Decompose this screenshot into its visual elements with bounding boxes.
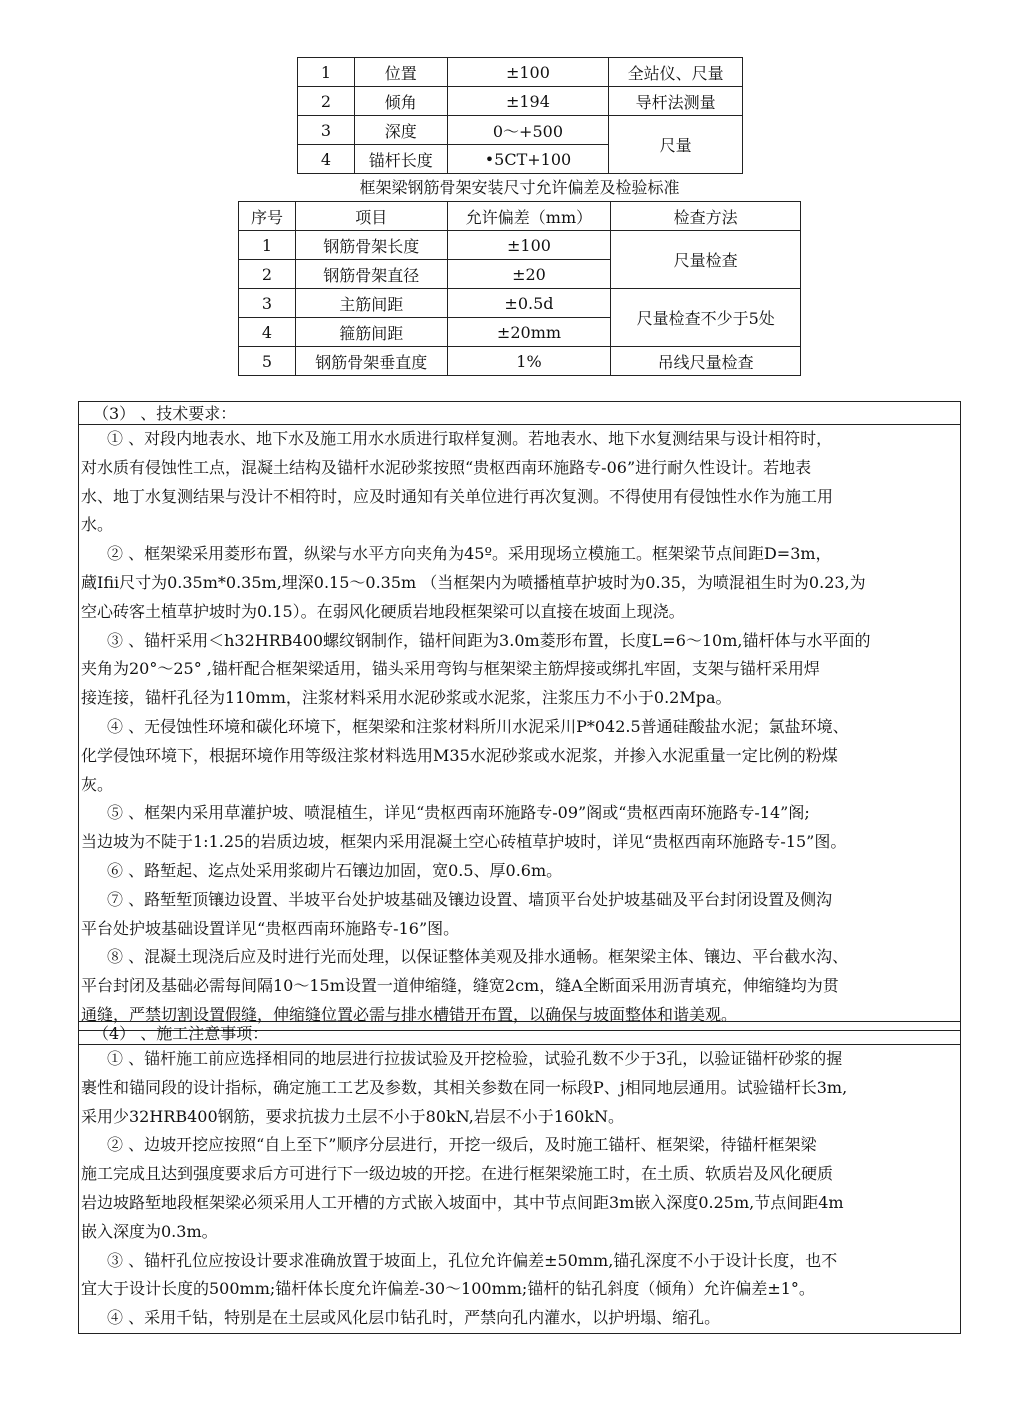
text-line: ③ 、锚杆孔位应按设计要求准确放置于坡面上，孔位允许偏差±50mm,锚孔深度不小于设计长度，也不 (107, 1250, 838, 1270)
cell: 5 (239, 347, 296, 376)
tolerance-table-anchor (297, 57, 743, 174)
cell: 3 (239, 289, 296, 318)
text-line: ⑧ 、混凝土现浇后应及时进行光而处理，以保证整体美观及排水通畅。框架梁主体、镶边、平台截水沟、 (107, 947, 849, 967)
text-line: 嵌入深度为0.3m。 (81, 1221, 218, 1241)
text-line: ⑤ 、框架内采用草灌护坡、喷混植生，详见“贵枢西南环施路专-09”阁或“贵枢西南环施路专-14”阁; (107, 803, 810, 823)
text-line: 通缝，严禁切割设置假缝，伸缩缝位置必需与排水槽错开布置，以确保与坡面整体和谐美观。 (81, 1004, 738, 1024)
cell: ±100 (447, 231, 611, 260)
text-line: 裹性和锚同段的设计指标，确定施工工艺及参数，其相关参数在同一标段P、j相同地层通用。试验锚杆长3m, (81, 1077, 848, 1097)
cell: ±20mm (447, 318, 611, 347)
cell: 箍筋间距 (295, 318, 447, 347)
text-line: 水、地丁水复测结果与没计不相符时，应及时通知有关单位进行再次复测。不得使用有侵蚀性水作为施工用 (81, 486, 834, 506)
column-header: 允许偏差（mm） (447, 202, 611, 231)
text-line: 灰。 (81, 774, 114, 794)
table-row (239, 347, 801, 376)
text-line: ④ 、采用千钻，特别是在土层或风化层巾钻孔时，严禁向孔内灌水，以护坍塌、缩孔。 (107, 1308, 721, 1328)
cell: 位置 (354, 58, 447, 87)
text-line: 施工完成且达到强度要求后方可进行下一级边坡的开挖。在进行框架梁施工时，在土质、软质岩及风化硬质 (81, 1164, 834, 1184)
cell: 4 (239, 318, 296, 347)
cell: 2 (298, 87, 355, 116)
cell: 钢筋骨架长度 (295, 231, 447, 260)
section-body (78, 1045, 961, 1334)
text-line: 接连接，锚杆孔径为110mm，注浆材料采用水泥砂浆或水泥浆，注浆压力不小于0.2Mpa。 (81, 688, 732, 708)
section-technical-requirements (78, 401, 961, 1031)
text-line: 平台处护坡基础设置详见“贵枢西南环施路专-16”图。 (81, 918, 460, 938)
cell: 1% (447, 347, 611, 376)
text-line: ③ 、锚杆采用＜h32HRB400螺纹钢制作，锚杆间距为3.0m菱形布置，长度L=6～10m,锚杆体与水平面的 (107, 630, 871, 650)
cell: 0～+500 (447, 116, 609, 145)
cell: ±194 (447, 87, 609, 116)
text-line: 采用少32HRB400钢筋，要求抗拔力土层不小于80kN,岩层不小于160kN。 (81, 1106, 625, 1126)
cell: 尺量检查不少于5处 (611, 289, 801, 347)
cell: 4 (298, 145, 355, 174)
text-line: ① 、锚杆施工前应选择相同的地层进行拉拔试验及开挖检验，试验孔数不少于3孔，以验证锚杆砂浆的握 (107, 1049, 843, 1068)
text-line: ② 、框架梁采用菱形布置，纵梁与水平方向夹角为45º。采用现场立模施工。框架梁节点间距D=3m， (107, 544, 832, 564)
text-line: ⑥ 、路堑起、迄点处采用浆砌片石镶边加固，宽0.5、厚0.6m。 (107, 860, 563, 880)
cell: 钢筋骨架垂直度 (295, 347, 447, 376)
cell: 1 (298, 58, 355, 87)
table-row (298, 116, 743, 145)
cell: 钢筋骨架直径 (295, 260, 447, 289)
text-line: 化学侵蚀环境下，根据环境作用等级注浆材料选用M35水泥砂浆或水泥浆，并掺入水泥重量一定比例的粉煤 (81, 745, 838, 765)
column-header: 检查方法 (611, 202, 801, 231)
section-heading: （3） 、技术要求： (78, 401, 961, 425)
text-line: 宜大于设计长度的500mm;锚杆体长度允许偏差-30～100mm;锚杆的钻孔斜度（倾角）允许偏差±1°。 (81, 1279, 815, 1299)
cell: 全站仪、尺量 (609, 58, 743, 87)
table-row (298, 58, 743, 87)
cell: 2 (239, 260, 296, 289)
text-line: 平台封闭及基础必需每间隔10～15m设置一道伸缩缝，缝宽2cm，缝A全断面采用沥青填充，伸缩缝均为贯 (81, 976, 839, 996)
text-line: ① 、对段内地表水、地下水及施工用水水质进行取样复测。若地表水、地下水复测结果与设计相符时， (107, 429, 833, 448)
text-line: 空心砖客土植草护坡时为0.15）。在弱风化硬质岩地段框架梁可以直接在坡面上现浇。 (81, 601, 685, 621)
column-header: 项目 (295, 202, 447, 231)
cell: 锚杆长度 (354, 145, 447, 174)
cell: 1 (239, 231, 296, 260)
text-line: 岩边坡路堑地段框架梁必须采用人工开槽的方式嵌入坡面中，其中节点间距3m嵌入深度0.25m,节点间距4m (81, 1192, 844, 1212)
cell: ±20 (447, 260, 611, 289)
text-line: 水。 (81, 515, 114, 535)
text-line: ② 、边坡开挖应按照“自上至下”顺序分层进行，开挖一级后，及时施工锚杆、框架梁，待锚杆框架梁 (107, 1135, 817, 1155)
table-row (298, 87, 743, 116)
section-body (78, 425, 961, 1031)
text-line: 对水质有侵蚀性工点，混凝土结构及锚杆水泥砂浆按照“贵枢西南环施路专-06”进行耐久性设计。若地表 (81, 457, 812, 477)
cell: 3 (298, 116, 355, 145)
text-line: ④ 、无侵蚀性环境和碳化环境下，框架梁和注浆材料所川水泥采川P*042.5普通硅酸盐水泥；氯盐环境、 (107, 716, 849, 736)
cell: 主筋间距 (295, 289, 447, 318)
column-header: 序号 (239, 202, 296, 231)
cell: ±100 (447, 58, 609, 87)
table-row (239, 231, 801, 260)
text-line: 夹角为20°～25° ,锚杆配合框架梁适用，锚头采用弯钩与框架梁主筋焊接或绑扎牢固，支架与锚杆采用焊 (81, 659, 820, 679)
cell: 吊线尺量检查 (611, 347, 801, 376)
cell: 倾角 (354, 87, 447, 116)
cell: •5CT+100 (447, 145, 609, 174)
table-row (239, 289, 801, 318)
table-caption: 框架梁钢筋骨架安装尺寸允许偏差及检验标准 (359, 178, 680, 197)
cell: 尺量 (609, 116, 743, 174)
text-line: ⑦ 、路堑堑顶镶边设置、半坡平台处护坡基础及镶边设置、墙顶平台处护坡基础及平台封闭设置及侧沟 (107, 889, 833, 909)
cell: ±0.5d (447, 289, 611, 318)
section-construction-notes (78, 1021, 961, 1334)
text-line: 当边坡为不陡于1:1.25的岩质边坡，框架内采用混凝土空心砖植草护坡时，详见“贵枢西南环施路专-15”图。 (81, 832, 847, 852)
text-line: 蔵Ifii尺寸为0.35m*0.35m,埋深0.15～0.35m （当框架内为喷播植草护坡时为0.35，为喷混祖生时为0.23,为 (81, 572, 866, 592)
cell: 尺量检查 (611, 231, 801, 289)
table-header-row (239, 202, 801, 231)
tolerance-table-rebar (238, 201, 801, 376)
section-heading: （4） 、施工注意事项： (78, 1021, 961, 1045)
cell: 导杆法测量 (609, 87, 743, 116)
cell: 深度 (354, 116, 447, 145)
